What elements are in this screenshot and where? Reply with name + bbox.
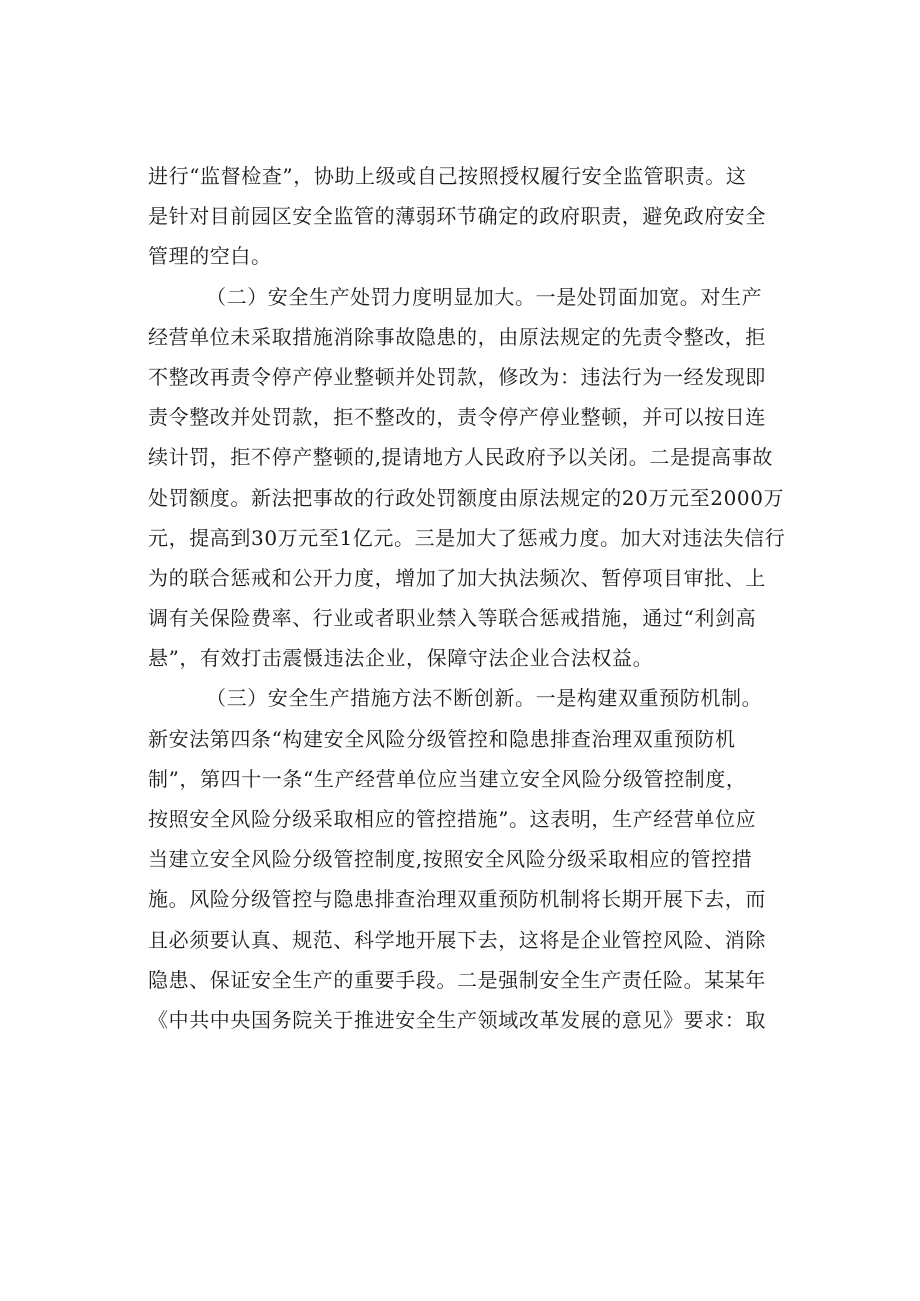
text-line: 且必须要认真、规范、科学地开展下去，这将是企业管控风险、消除 <box>148 927 766 952</box>
text-line: 调有关保险费率、行业或者职业禁入等联合惩戒措施，通过“利剑高 <box>148 606 757 631</box>
text-line: 当建立安全风险分级管控制度,按照安全风险分级采取相应的管控措 <box>148 847 753 872</box>
text-line: 不整改再责令停产停业整顿并处罚款，修改为：违法行为一经发现即 <box>148 364 766 389</box>
text-line: 按照安全风险分级采取相应的管控措施”。这表明，生产经营单位应 <box>148 807 757 831</box>
text-line: 《中共中央国务院关于推进安全生产领域改革发展的意见》要求：取 <box>148 1007 766 1032</box>
text-line: 制”，第四十一条“生产经营单位应当建立安全风险分级管控制度， <box>148 766 747 791</box>
text-line: 处罚额度。新法把事故的行政处罚额度由原法规定的20万元至2000万 <box>148 485 785 510</box>
text-line: 为的联合惩戒和公开力度，增加了加大执法频次、暂停项目审批、上 <box>148 565 766 590</box>
text-line: 续计罚，拒不停产整顿的,提请地方人民政府予以关闭。二是提高事故 <box>148 445 773 470</box>
text-line: 进行“监督检查”，协助上级或自己按照授权履行安全监管职责。这 <box>148 164 747 188</box>
text-line: 新安法第四条“构建安全风险分级管控和隐患排查治理双重预防机 <box>148 726 736 751</box>
text-line: 悬”，有效打击震慑违法企业，保障守法企业合法权益。 <box>148 646 654 671</box>
text-line: 管理的空白。 <box>148 244 272 269</box>
text-line: 经营单位未采取措施消除事故隐患的，由原法规定的先责令整改，拒 <box>148 324 766 349</box>
text-line: 隐患、保证安全生产的重要手段。二是强制安全生产责任险。某某年 <box>148 967 766 992</box>
paragraph-heading-2: （二）安全生产处罚力度明显加大。一是处罚面加宽。对生产 <box>206 284 763 309</box>
text-line: 是针对目前园区安全监管的薄弱环节确定的政府职责，避免政府安全 <box>148 204 766 229</box>
text-line: 施。风险分级管控与隐患排查治理双重预防机制将长期开展下去，而 <box>148 887 766 912</box>
paragraph-heading-3: （三）安全生产措施方法不断创新。一是构建双重预防机制。 <box>206 686 763 711</box>
document-body <box>148 156 804 1040</box>
text-line: 责令整改并处罚款，拒不整改的，责令停产停业整顿，并可以按日连 <box>148 405 766 430</box>
text-line: 元，提高到30万元至1亿元。三是加大了惩戒力度。加大对违法失信行 <box>148 525 786 550</box>
